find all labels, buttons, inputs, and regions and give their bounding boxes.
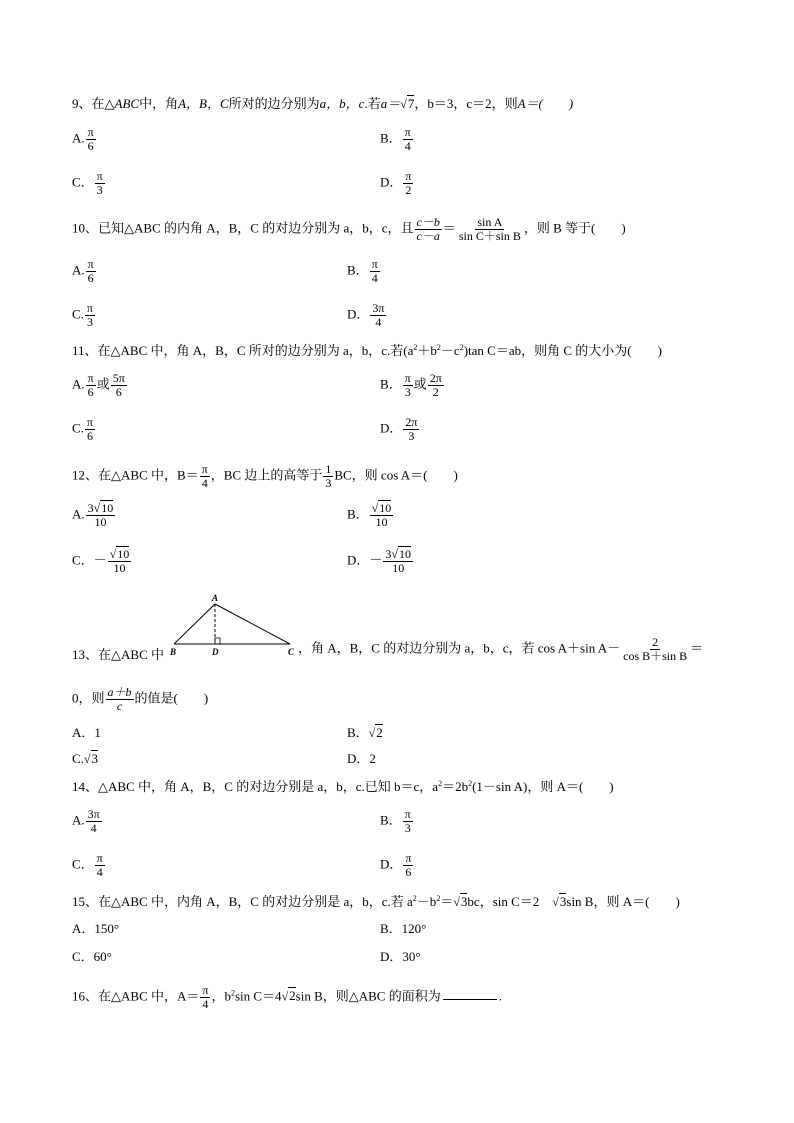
question-13-option-c: C.√3 bbox=[72, 751, 99, 766]
question-11-option-c: C. $\frac{\pi}{6}$ bbox=[72, 415, 93, 443]
question-11-option-a: A. $\frac{\pi}{6}$ 或 $\frac{5\pi}{6}$ bbox=[72, 371, 125, 399]
question-11-option-b: B． $\frac{\pi}{3}$ 或 $\frac{2\pi}{2}$ bbox=[380, 371, 442, 399]
answer-blank[interactable] bbox=[443, 999, 497, 1000]
question-10-option-a: A. $\frac{\pi}{6}$ bbox=[72, 257, 94, 285]
right-angle-mark bbox=[215, 638, 220, 644]
question-12-option-b: B． $\frac{√10}{10}$ bbox=[347, 501, 392, 529]
question-10-option-b: B． $\frac{\pi}{4}$ bbox=[347, 257, 378, 285]
question-15-stem: 15、在△ABC 中，内角 A，B，C 的对边分别是 a，b，c.若 $a^2-b^2=√3bc$，sin C＝2 √3sin B，则 A＝( ) bbox=[72, 894, 680, 909]
question-13-option-b: B．√2 bbox=[347, 725, 383, 740]
question-15-option-d: D．30° bbox=[380, 949, 421, 964]
vertex-c-label: C bbox=[288, 647, 295, 657]
question-13-stem-line2: 0，则 $\frac{a+b}{c}$ 的值是( ) bbox=[72, 685, 209, 713]
question-13-option-d: D．2 bbox=[347, 751, 376, 766]
foot-d-label: D bbox=[212, 647, 219, 657]
question-11-option-d: D． $\frac{2\pi}{3}$ bbox=[380, 415, 418, 443]
side-ac bbox=[215, 604, 290, 644]
question-10-option-d: D． $\frac{3\pi}{4}$ bbox=[347, 301, 385, 329]
triangle-figure bbox=[166, 592, 306, 658]
question-12-stem: 12、在△ABC 中，B＝ $\frac{\pi}{4}$ ，BC 边上的高等于 $\frac{1}{3}$ BC，则 cos A＝( ) bbox=[72, 462, 458, 490]
question-9-option-a: A. $\frac{\pi}{6}$ bbox=[72, 125, 94, 153]
question-11-stem: 11、在△ABC 中，角 A，B，C 所对的边分别为 a，b，c.若$(a^2+b^2-c^2)\tan$ C＝ab，则角 C 的大小为( ) bbox=[72, 343, 662, 358]
question-10-option-c: C. $\frac{\pi}{3}$ bbox=[72, 301, 93, 329]
question-12-option-c: C．－ $\frac{√10}{10}$ bbox=[72, 547, 130, 575]
question-12-option-d: D．－ $\frac{3√10}{10}$ bbox=[347, 547, 411, 575]
question-9-option-b: B． $\frac{\pi}{4}$ bbox=[380, 125, 411, 153]
question-12-option-a: A. $\frac{3√10}{10}$ bbox=[72, 501, 114, 529]
question-9-stem: 9、在△ABC中，角A，B，C所对的边分别为a，b，c.若a＝√7，b＝3，c＝2，则A＝( ) bbox=[72, 96, 574, 111]
question-14-option-d: D． $\frac{\pi}{6}$ bbox=[380, 851, 412, 879]
vertex-a-label: A bbox=[212, 593, 219, 603]
question-9-option-c: C． $\frac{\pi}{3}$ bbox=[72, 169, 103, 197]
question-15-option-a: A．150° bbox=[72, 921, 120, 936]
question-9-option-d: D． $\frac{\pi}{2}$ bbox=[380, 169, 412, 197]
question-15-option-b: B．120° bbox=[380, 921, 427, 936]
question-14-option-c: C． $\frac{\pi}{4}$ bbox=[72, 851, 103, 879]
question-14-stem: 14、△ABC 中，角 A，B，C 的对边分别是 a，b，c.已知 b＝c，$a^2=2b^2(1-\sin$ A)，则 A＝( ) bbox=[72, 779, 614, 794]
side-ab bbox=[174, 604, 215, 644]
question-16-stem: 16、在△ABC 中，A＝ $\frac{\pi}{4}$ ，$b^2\sin$ C＝4√2sin B，则△ABC 的面积为 . bbox=[72, 983, 502, 1011]
question-13-option-a: A．1 bbox=[72, 725, 101, 740]
question-10-stem: 10、已知△ABC 的内角 A，B，C 的对边分别为 a，b，c，且 $\frac{c-b}{c-a}$ ＝ $\frac{\text{sin A}}{\text{sin C＋sin B}}$ ，则 B 等于( ) bbox=[72, 215, 626, 243]
question-15-option-c: C．60° bbox=[72, 949, 112, 964]
question-13-stem-cont: ，角 A，B，C 的对边分别为 a，b，c，若 cos A＋sin A－ $\frac{2}{\text{cos B＋sin B}}$ ＝ bbox=[298, 635, 704, 663]
question-13-stem-start: 13、在△ABC 中 bbox=[72, 647, 164, 662]
vertex-b-label: B bbox=[170, 647, 177, 657]
question-14-option-a: A. $\frac{3\pi}{4}$ bbox=[72, 807, 100, 835]
question-14-option-b: B． $\frac{\pi}{3}$ bbox=[380, 807, 411, 835]
